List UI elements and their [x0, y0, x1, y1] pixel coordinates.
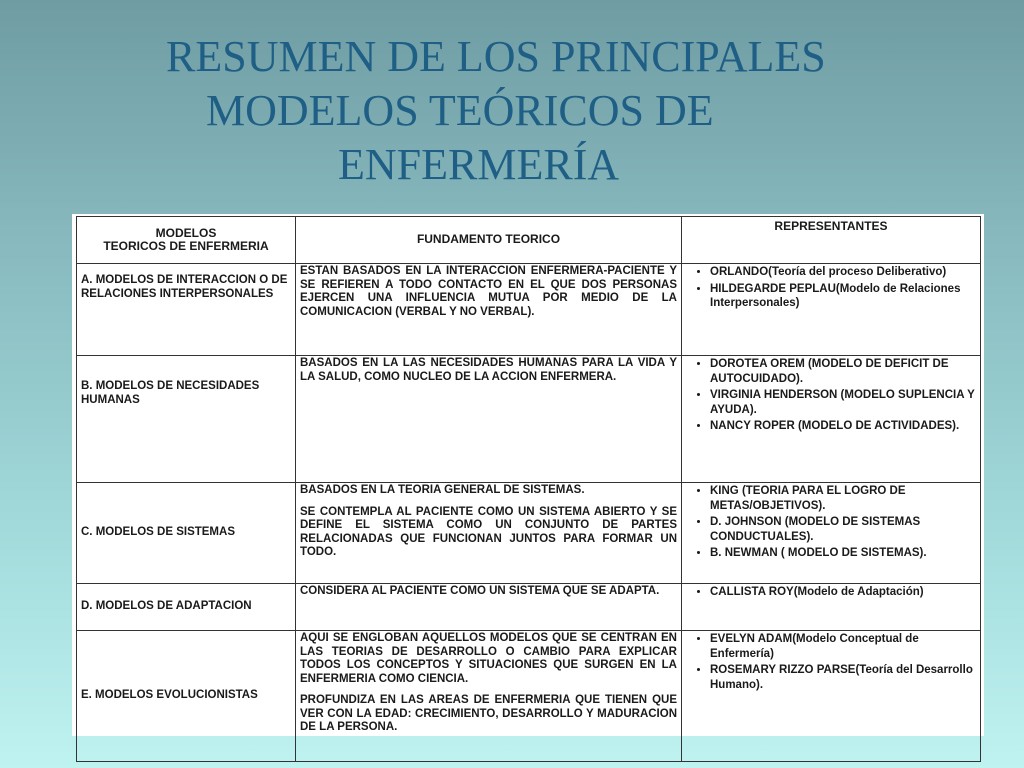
model-cell: E. MODELOS EVOLUCIONISTAS — [77, 631, 296, 762]
fundamento-text: ESTAN BASADOS EN LA INTERACCION ENFERMERA-PACIENTE Y SE REFIEREN A TODO CONTACTO EN EL QUE DOS PERSONAS EJERCEN UNA INFLUENCIA MUTUA POR MEDIO DE LA COMUNICACION (VERBAL Y NO VERBAL). — [300, 265, 677, 318]
fundamento-cell — [296, 631, 682, 762]
fundamento-cell — [296, 584, 682, 631]
model-cell: C. MODELOS DE SISTEMAS — [77, 483, 296, 584]
fundamento-text: BASADOS EN LA LAS NECESIDADES HUMANAS PARA LA VIDA Y LA SALUD, COMO NUCLEO DE LA ACCION ENFERMERA. — [300, 357, 677, 383]
table-row — [77, 356, 981, 483]
fundamento-text: PROFUNDIZA EN LAS AREAS DE ENFERMERIA QUE TIENEN QUE VER CON LA EDAD: CRECIMIENTO, DESARROLLO Y MADURACION DE LA PERSONA. — [300, 694, 677, 733]
representantes-cell — [682, 631, 981, 762]
title-line-2: MODELOS TEÓRICOS DE — [206, 86, 714, 135]
fundamento-cell — [296, 356, 682, 483]
title-line-1: RESUMEN DE LOS PRINCIPALES — [166, 32, 826, 81]
header-representantes: REPRESENTANTES — [682, 217, 981, 264]
model-cell: B. MODELOS DE NECESIDADES HUMANAS — [77, 356, 296, 483]
header-models-line-1: MODELOS — [155, 225, 217, 240]
title-line-3: ENFERMERÍA — [338, 140, 620, 189]
list-item: • ROSEMARY RIZZO PARSE(Teoría del Desarrollo Humano). — [710, 663, 976, 692]
fundamento-text: SE CONTEMPLA AL PACIENTE COMO UN SISTEMA ABIERTO Y SE DEFINE EL SISTEMA COMO UN CONJUNTO DE PARTES RELACIONADAS QUE FUNCIONAN JUNTOS PARA FORMAR UN TODO. — [300, 505, 677, 558]
list-item: • ORLANDO(Teoría del proceso Deliberativo) — [710, 265, 976, 280]
fundamento-cell — [296, 483, 682, 584]
representantes-list — [686, 632, 976, 692]
header-models-line-2: TEORICOS DE ENFERMERIA — [103, 239, 269, 253]
fundamento-text: BASADOS EN LA TEORIA GENERAL DE SISTEMAS. — [300, 484, 585, 496]
representantes-cell — [682, 584, 981, 631]
list-item: • D. JOHNSON (MODELO DE SISTEMAS CONDUCTUALES). — [710, 515, 976, 544]
representantes-cell — [682, 264, 981, 356]
header-models — [77, 217, 296, 264]
list-item: • HILDEGARDE PEPLAU(Modelo de Relaciones Interpersonales) — [710, 282, 976, 311]
representantes-list — [686, 585, 976, 600]
table-header-row — [77, 217, 981, 264]
list-item: • VIRGINIA HENDERSON (MODELO SUPLENCIA Y AYUDA). — [710, 388, 976, 417]
list-item: • NANCY ROPER (MODELO DE ACTIVIDADES). — [710, 419, 976, 434]
list-item: • EVELYN ADAM(Modelo Conceptual de Enfermería) — [710, 632, 976, 661]
table-row — [77, 483, 981, 584]
representantes-cell — [682, 356, 981, 483]
model-cell: A. MODELOS DE INTERACCION O DE RELACIONES INTERPERSONALES — [77, 264, 296, 356]
representantes-list — [686, 265, 976, 311]
model-cell: D. MODELOS DE ADAPTACION — [77, 584, 296, 631]
table-row — [77, 584, 981, 631]
fundamento-text: CONSIDERA AL PACIENTE COMO UN SISTEMA QUE SE ADAPTA. — [300, 585, 660, 597]
document-image — [72, 214, 984, 736]
list-item: • DOROTEA OREM (MODELO DE DEFICIT DE AUTOCUIDADO). — [710, 357, 976, 386]
fundamento-cell — [296, 264, 682, 356]
representantes-list — [686, 357, 976, 434]
fundamento-text: AQUI SE ENGLOBAN AQUELLOS MODELOS QUE SE CENTRAN EN LAS TEORIAS DE DESARROLLO O CAMBIO PARA EXPLICAR TODOS LOS CONCEPTOS Y SITUACIONES QUE SURGEN EN LA ENFERMERIA COMO CIENCIA. — [300, 632, 677, 685]
representantes-list — [686, 484, 976, 561]
list-item: • CALLISTA ROY(Modelo de Adaptación) — [710, 585, 976, 600]
models-table — [76, 216, 981, 762]
list-item: • B. NEWMAN ( MODELO DE SISTEMAS). — [710, 546, 976, 561]
table-row — [77, 631, 981, 762]
representantes-cell — [682, 483, 981, 584]
table-row — [77, 264, 981, 356]
list-item: • KING (TEORIA PARA EL LOGRO DE METAS/OBJETIVOS). — [710, 484, 976, 513]
header-fundamento: FUNDAMENTO TEORICO — [296, 217, 682, 264]
